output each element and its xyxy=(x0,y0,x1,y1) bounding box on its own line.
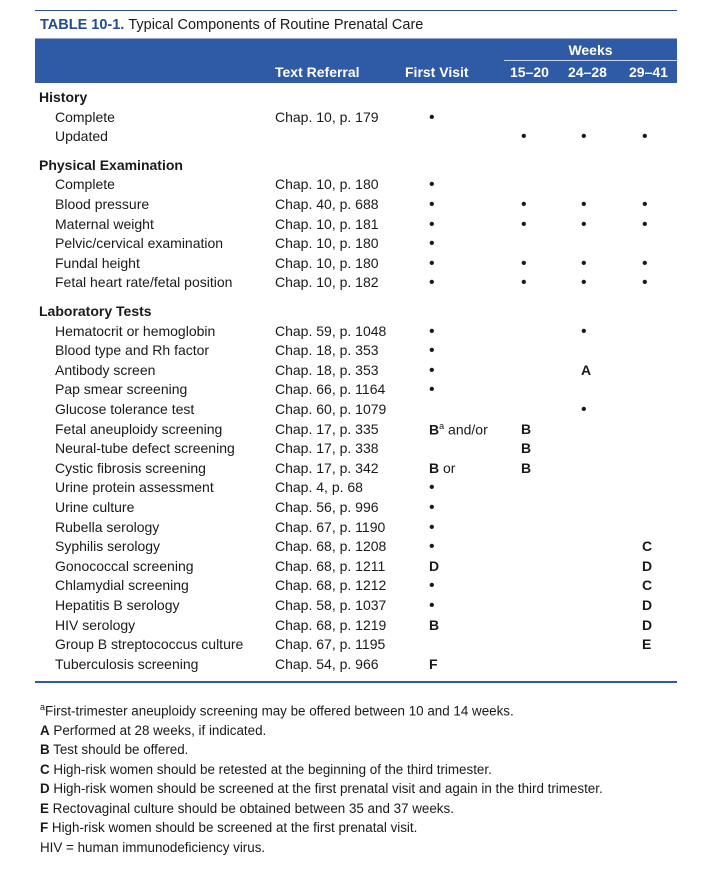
first-visit-cell: • xyxy=(429,479,435,497)
first-visit-cell: • xyxy=(429,176,435,194)
text-referral-cell: Chap. 68, p. 1211 xyxy=(275,557,386,574)
first-visit-cell: • xyxy=(429,196,435,213)
row-label: Maternal weight xyxy=(55,215,154,232)
text-referral-cell: Chap. 10, p. 179 xyxy=(275,108,379,125)
text-referral-cell: Chap. 68, p. 1212 xyxy=(275,577,387,594)
first-visit-cell: • xyxy=(429,597,435,614)
weeks-15-20-cell: • xyxy=(521,215,527,233)
first-visit-cell: • xyxy=(429,538,435,556)
weeks-15-20-cell: B xyxy=(521,420,532,437)
row-label: Syphilis serology xyxy=(55,538,161,555)
table-row xyxy=(35,617,677,637)
weeks-24-28-cell: • xyxy=(581,128,587,146)
table-row xyxy=(35,636,677,656)
weeks-29-41-cell: D xyxy=(642,616,653,633)
text-referral-cell: Chap. 10, p. 181 xyxy=(275,215,379,232)
text-referral-cell: Chap. 68, p. 1219 xyxy=(275,616,387,633)
weeks-15-20-cell: • xyxy=(521,128,527,146)
footnote: C High-risk women should be retested at the beginning of the third trimester. xyxy=(40,761,492,777)
footnote: B Test should be offered. xyxy=(40,742,189,758)
footnote: E Rectovaginal culture should be obtained between 35 and 37 weeks. xyxy=(40,800,454,816)
row-label: Cystic fibrosis screening xyxy=(55,459,206,476)
first-visit-header: First Visit xyxy=(405,64,469,80)
table-row xyxy=(35,440,677,460)
weeks-15-20-cell: • xyxy=(521,274,527,292)
row-label: Pap smear screening xyxy=(55,381,188,398)
row-label: Antibody screen xyxy=(55,361,156,378)
weeks-15-20-cell: • xyxy=(521,254,527,272)
text-referral-cell: Chap. 59, p. 1048 xyxy=(275,322,387,339)
text-referral-cell: Chap. 66, p. 1164 xyxy=(275,381,386,398)
row-label: Glucose tolerance test xyxy=(55,401,195,417)
table-row xyxy=(35,323,677,343)
text-referral-cell: Chap. 10, p. 180 xyxy=(275,254,379,271)
row-label: Tuberculosis screening xyxy=(55,655,199,672)
row-label: Complete xyxy=(55,108,115,125)
table-header xyxy=(35,39,677,83)
table-row xyxy=(35,255,677,275)
text-referral-cell: Chap. 67, p. 1195 xyxy=(275,636,386,653)
row-label: Urine protein assessment xyxy=(55,479,214,496)
weeks-header: Weeks xyxy=(504,42,677,61)
text-referral-cell: Chap. 17, p. 342 xyxy=(275,459,379,476)
table-row xyxy=(35,401,677,421)
table-row xyxy=(35,176,677,196)
week-col-1-header: 15–20 xyxy=(510,64,549,80)
table-number: TABLE 10-1. xyxy=(40,16,125,33)
prenatal-care-table xyxy=(35,10,677,683)
row-label: Chlamydial screening xyxy=(55,577,189,594)
table-body xyxy=(35,83,677,683)
section-heading: Laboratory Tests xyxy=(39,303,152,319)
section-heading: History xyxy=(39,89,88,105)
table-row xyxy=(35,460,677,480)
weeks-15-20-cell: B xyxy=(521,440,532,457)
text-referral-cell: Chap. 4, p. 68 xyxy=(275,479,363,496)
footnote: A Performed at 28 weeks, if indicated. xyxy=(40,722,267,738)
table-caption xyxy=(35,10,677,39)
text-referral-cell: Chap. 10, p. 182 xyxy=(275,274,379,291)
text-referral-cell: Chap. 18, p. 353 xyxy=(275,342,379,359)
row-label: Pelvic/cervical examination xyxy=(55,235,224,252)
week-col-2-header: 24–28 xyxy=(568,64,607,80)
first-visit-cell: • xyxy=(429,322,435,340)
weeks-24-28-cell: • xyxy=(581,196,587,213)
section-row xyxy=(35,157,677,177)
table-row xyxy=(35,656,677,676)
weeks-15-20-cell: B xyxy=(521,459,532,476)
text-referral-cell: Chap. 54, p. 966 xyxy=(275,655,379,672)
first-visit-cell: • xyxy=(429,254,435,272)
text-referral-cell: Chap. 60, p. 1079 xyxy=(275,401,387,417)
table-row xyxy=(35,109,677,129)
first-visit-cell: • xyxy=(429,518,435,536)
section-heading: Physical Examination xyxy=(39,156,183,173)
weeks-29-41-cell: D xyxy=(642,597,653,613)
footnote: D High-risk women should be screened at the first prenatal visit and again in the third trimester. xyxy=(40,781,603,797)
weeks-29-41-cell: E xyxy=(642,636,652,653)
weeks-29-41-cell: • xyxy=(642,274,648,292)
row-label: HIV serology xyxy=(55,616,136,633)
row-label: Urine culture xyxy=(55,499,135,515)
first-visit-cell: $B^a$ and/or xyxy=(429,420,488,438)
table-title: Typical Components of Routine Prenatal Care xyxy=(128,16,424,33)
table-row xyxy=(35,538,677,558)
text-referral-header: Text Referral xyxy=(275,64,360,80)
text-referral-cell: Chap. 17, p. 338 xyxy=(275,440,379,457)
footnote: F High-risk women should be screened at the first prenatal visit. xyxy=(40,820,418,836)
table-row xyxy=(35,479,677,499)
weeks-24-28-cell: • xyxy=(581,274,587,292)
table-row xyxy=(35,342,677,362)
table-row xyxy=(35,196,677,216)
weeks-24-28-cell: • xyxy=(581,401,587,418)
weeks-29-41-cell: C xyxy=(642,577,653,594)
weeks-29-41-cell: • xyxy=(642,196,648,213)
row-label: Blood pressure xyxy=(55,196,150,212)
row-label: Fetal heart rate/fetal position xyxy=(55,274,233,291)
week-col-3-header: 29–41 xyxy=(629,64,668,80)
weeks-29-41-cell: • xyxy=(642,215,648,233)
weeks-15-20-cell: • xyxy=(521,196,527,213)
row-label: Neural-tube defect screening xyxy=(55,440,235,457)
section-row xyxy=(35,89,677,109)
row-label: Gonococcal screening xyxy=(55,557,194,574)
first-visit-cell: D xyxy=(429,557,440,574)
first-visit-cell: • xyxy=(429,361,435,379)
table-row xyxy=(35,519,677,539)
text-referral-cell: Chap. 58, p. 1037 xyxy=(275,597,387,613)
first-visit-cell: • xyxy=(429,215,435,233)
footnote: HIV = human immunodeficiency virus. xyxy=(40,839,266,855)
row-label: Rubella serology xyxy=(55,518,160,535)
weeks-24-28-cell: A xyxy=(581,361,592,378)
first-visit-cell: • xyxy=(429,342,435,360)
row-label: Hematocrit or hemoglobin xyxy=(55,322,216,339)
text-referral-cell: Chap. 10, p. 180 xyxy=(275,176,379,193)
section-row xyxy=(35,303,677,323)
weeks-29-41-cell: D xyxy=(642,557,653,574)
first-visit-cell: F xyxy=(429,655,438,672)
text-referral-cell: Chap. 17, p. 335 xyxy=(275,420,379,437)
first-visit-cell: • xyxy=(429,274,435,292)
table-row xyxy=(35,499,677,519)
first-visit-cell: • xyxy=(429,577,435,595)
text-referral-cell: Chap. 40, p. 688 xyxy=(275,196,379,212)
row-label: Blood type and Rh factor xyxy=(55,342,210,359)
footnote: $^a$First-trimester aneuploidy screening may be offered between 10 and 14 weeks. xyxy=(40,702,514,719)
table-row xyxy=(35,128,677,148)
row-label: Fundal height xyxy=(55,254,140,271)
text-referral-cell: Chap. 68, p. 1208 xyxy=(275,538,387,555)
row-label: Complete xyxy=(55,176,115,193)
text-referral-cell: Chap. 10, p. 180 xyxy=(275,235,379,252)
first-visit-cell: • xyxy=(429,108,435,126)
row-label: Updated xyxy=(55,128,108,145)
first-visit-cell: • xyxy=(429,499,435,516)
first-visit-cell: B or xyxy=(429,459,456,476)
table-row xyxy=(35,577,677,597)
first-visit-cell: • xyxy=(429,381,435,399)
table-row xyxy=(35,597,677,617)
table-row xyxy=(35,274,677,294)
table-row xyxy=(35,362,677,382)
first-visit-cell: • xyxy=(429,235,435,253)
weeks-29-41-cell: • xyxy=(642,128,648,146)
weeks-24-28-cell: • xyxy=(581,254,587,272)
weeks-29-41-cell: C xyxy=(642,538,653,555)
row-label: Group B streptococcus culture xyxy=(55,636,244,653)
text-referral-cell: Chap. 67, p. 1190 xyxy=(275,518,386,535)
table-row xyxy=(35,216,677,236)
row-label: Fetal aneuploidy screening xyxy=(55,420,223,437)
table-row xyxy=(35,421,677,441)
text-referral-cell: Chap. 56, p. 996 xyxy=(275,499,379,515)
table-row xyxy=(35,381,677,401)
table-row xyxy=(35,558,677,578)
table-row xyxy=(35,235,677,255)
first-visit-cell: B xyxy=(429,616,440,633)
weeks-24-28-cell: • xyxy=(581,322,587,340)
text-referral-cell: Chap. 18, p. 353 xyxy=(275,361,379,378)
table-footnotes xyxy=(40,698,660,857)
row-label: Hepatitis B serology xyxy=(55,597,180,613)
weeks-29-41-cell: • xyxy=(642,254,648,272)
weeks-24-28-cell: • xyxy=(581,215,587,233)
